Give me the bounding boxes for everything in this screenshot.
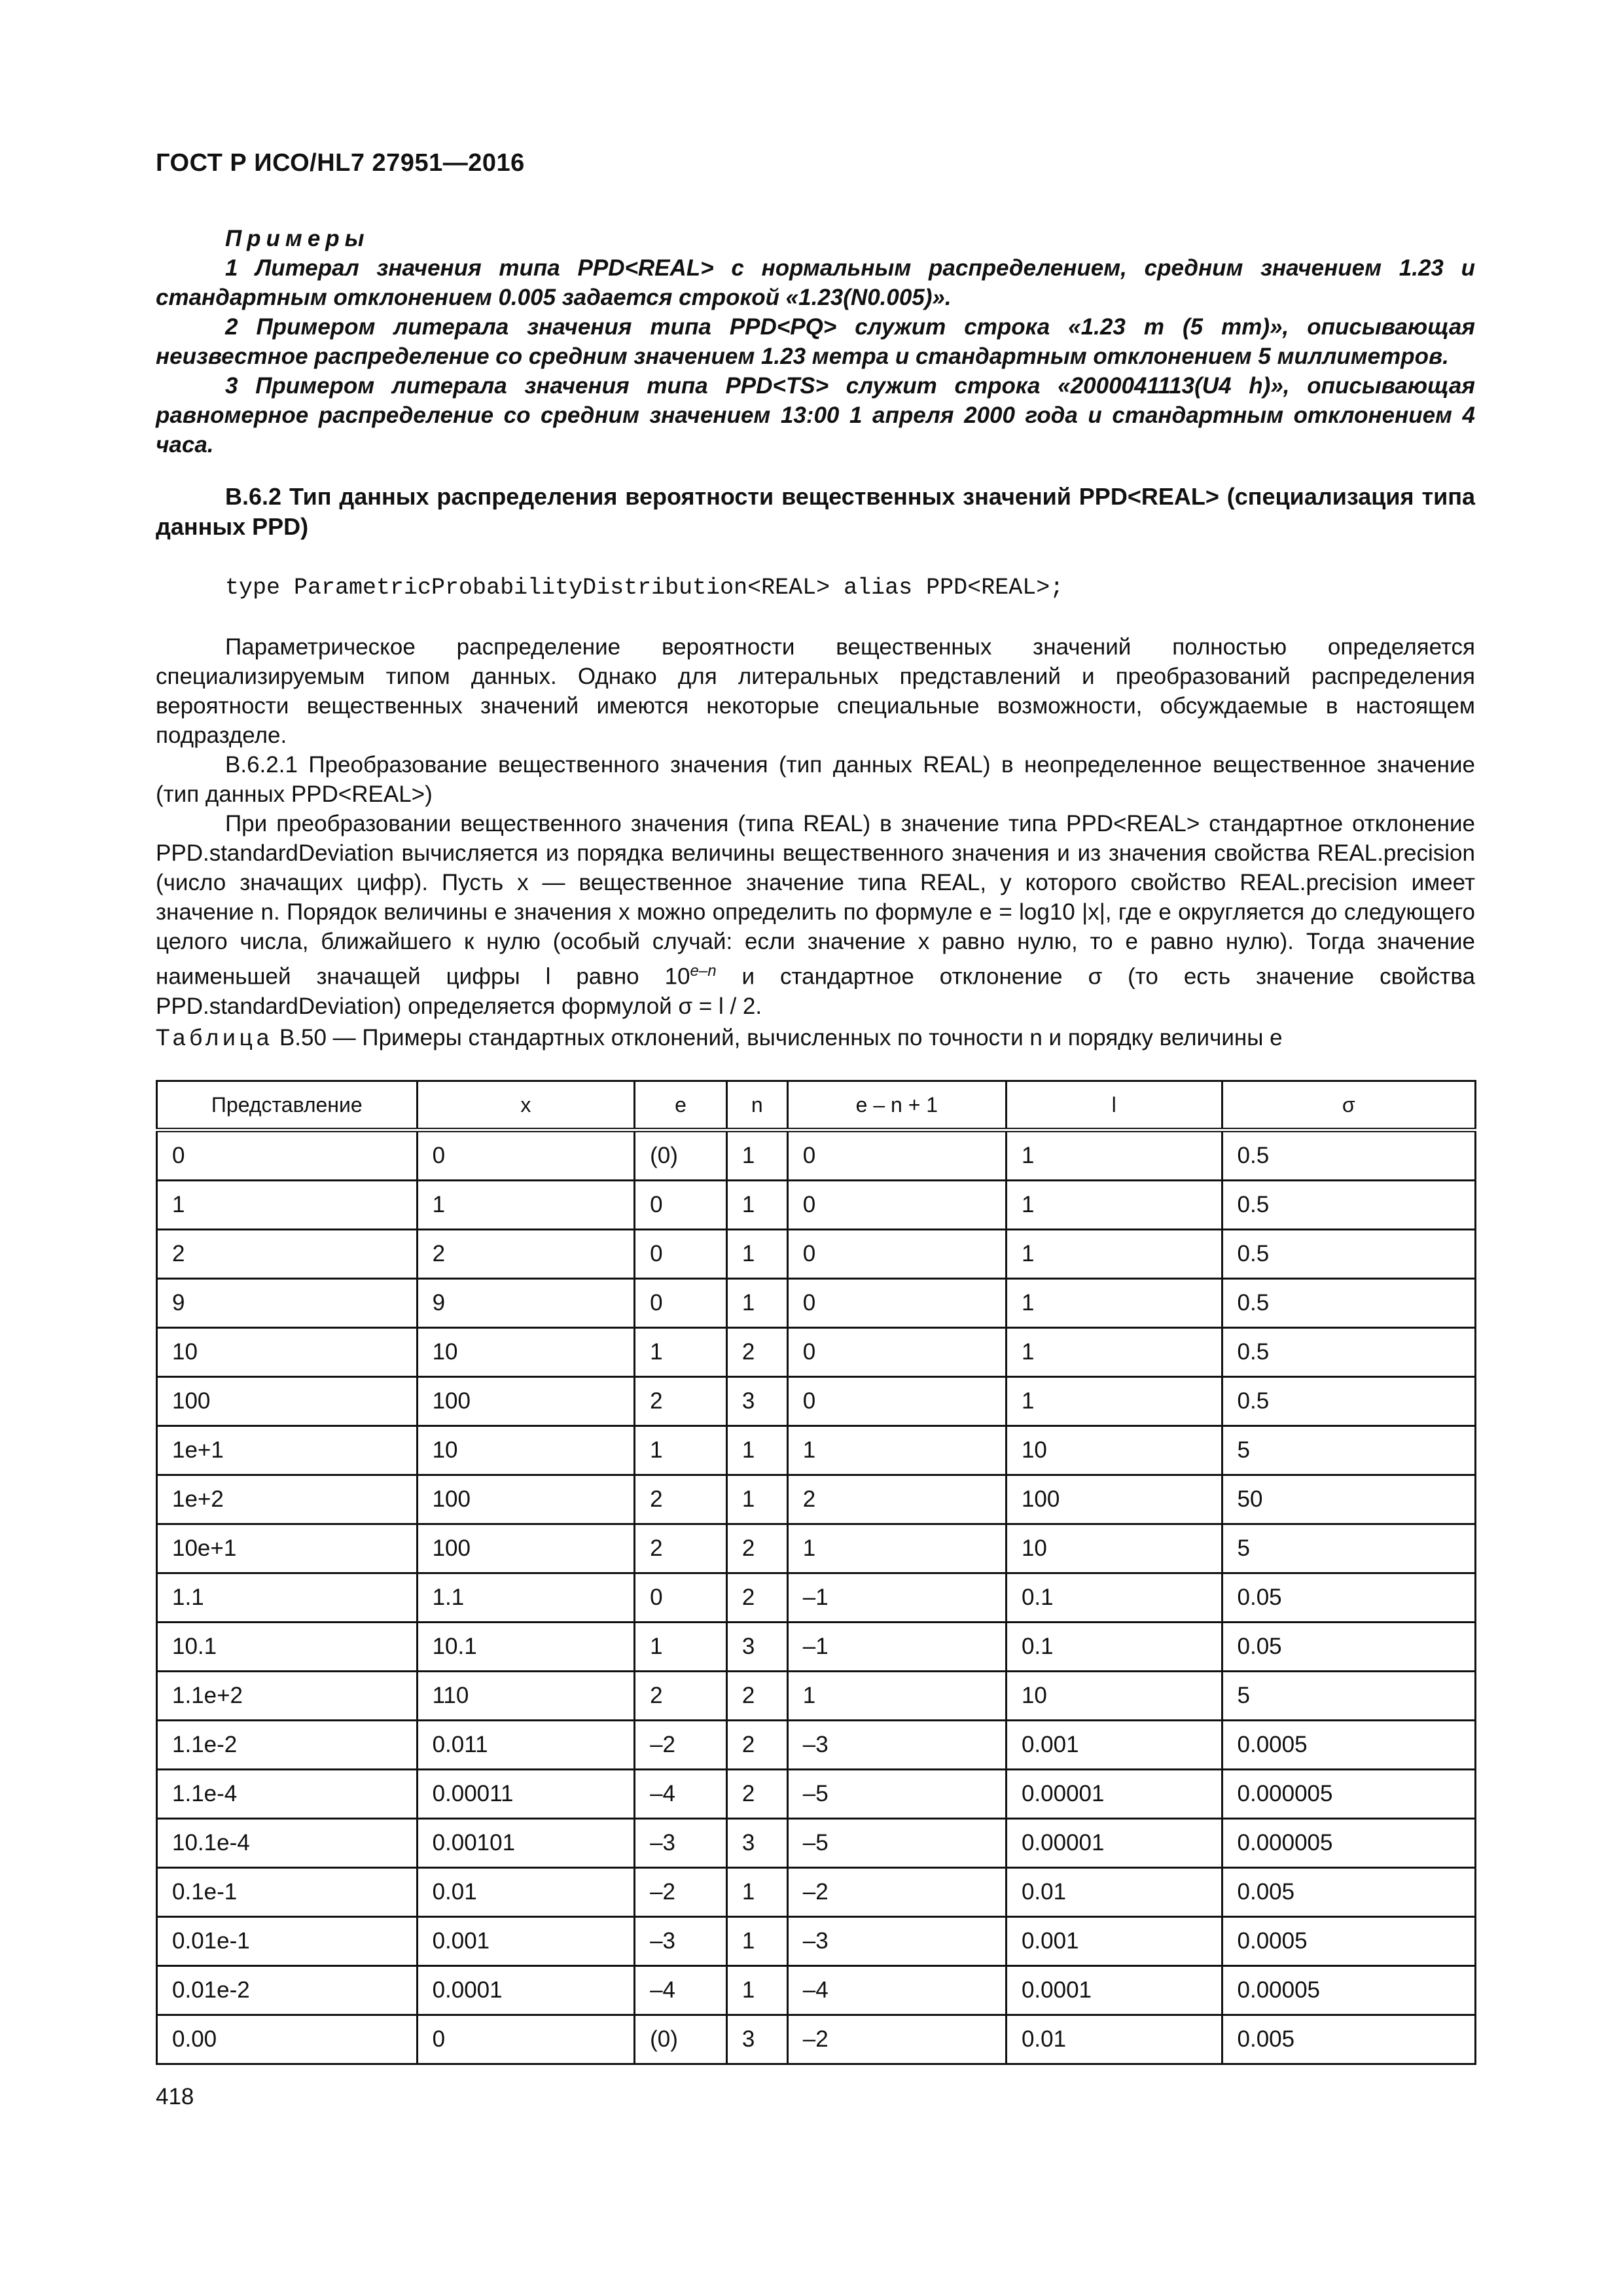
page-number: 418 [156,2084,194,2109]
table-cell: 0 [635,1573,727,1623]
table-cell: 0 [157,1130,418,1181]
table-cell: 2 [726,1672,787,1721]
body-text [156,632,1475,1021]
table-cell: 0.000005 [1222,1770,1476,1819]
table-row [157,1279,1476,1328]
table-row [157,1230,1476,1279]
table-row [157,1819,1476,1868]
table-header-row [157,1081,1476,1130]
table-cell: 0.00011 [417,1770,635,1819]
table-cell: 2 [635,1475,727,1524]
table-cell: –4 [635,1770,727,1819]
table-cell: 2 [726,1770,787,1819]
table-cell: 0.0001 [417,1966,635,2015]
table-cell: 0.1 [1006,1573,1222,1623]
table-cell: 9 [157,1279,418,1328]
table-cell: 1 [1006,1279,1222,1328]
paragraph-1: Параметрическое распределение вероятности вещественных значений полностью определяется специализируемым типом данных. Однако для литеральных представлений и преобразований распределения вероятности вещественных значений имеются некоторые специальные возможности, обсуждаемые в настоящем подразделе. [156,634,1475,748]
table-cell: 100 [1006,1475,1222,1524]
table-row [157,1377,1476,1426]
column-header: e – n + 1 [787,1081,1006,1130]
table-cell: 100 [417,1524,635,1573]
table-caption-text: B.50 — Примеры стандартных отклонений, вычисленных по точности n и порядку величины e [273,1025,1283,1050]
table-cell: –5 [787,1819,1006,1868]
table-cell: 1 [726,1475,787,1524]
table-cell: 100 [417,1475,635,1524]
table-cell: 0.0005 [1222,1917,1476,1966]
table-cell: 10 [417,1328,635,1377]
table-cell: 1 [726,1917,787,1966]
table-cell: 50 [1222,1475,1476,1524]
table-cell: –5 [787,1770,1006,1819]
table-row [157,1966,1476,2015]
table-cell: 2 [726,1721,787,1770]
table-row [157,1328,1476,1377]
table-cell: 10 [1006,1426,1222,1475]
table-cell: 9 [417,1279,635,1328]
table-cell: 2 [635,1524,727,1573]
table-cell: 0 [417,1130,635,1181]
table-cell: 0.01 [417,1868,635,1917]
examples-title: Примеры [225,226,370,251]
column-header: n [726,1081,787,1130]
table-row [157,1573,1476,1623]
column-header: x [417,1081,635,1130]
table-cell: 0.1e-1 [157,1868,418,1917]
table-cell: 3 [726,1377,787,1426]
table-row [157,1672,1476,1721]
table-cell: 5 [1222,1524,1476,1573]
column-header: Представление [157,1081,418,1130]
table-cell: –1 [787,1623,1006,1672]
table-cell: 0.001 [1006,1917,1222,1966]
table-cell: (0) [635,1130,727,1181]
table-cell: 10 [1006,1672,1222,1721]
table-cell: 10 [1006,1524,1222,1573]
table-cell: 0.5 [1222,1279,1476,1328]
table-cell: 0.001 [1006,1721,1222,1770]
table-cell: –4 [635,1966,727,2015]
table-cell: 1e+2 [157,1475,418,1524]
table-cell: 2 [726,1573,787,1623]
table-cell: 0 [787,1279,1006,1328]
table-cell: 10 [417,1426,635,1475]
table-cell: –4 [787,1966,1006,2015]
table-cell: 5 [1222,1426,1476,1475]
paragraph-2: B.6.2.1 Преобразование вещественного значения (тип данных REAL) в неопределенное вещественное значение (тип данных PPD<REAL>) [156,752,1475,807]
code-line: type ParametricProbabilityDistribution<REAL> alias PPD<REAL>; [225,575,1064,601]
table-cell: 0.0001 [1006,1966,1222,2015]
table-row [157,1917,1476,1966]
table-row [157,1181,1476,1230]
table-cell: 0.011 [417,1721,635,1770]
table-cell: 2 [726,1328,787,1377]
table-cell: 1 [787,1426,1006,1475]
paragraph-3 [156,809,1475,1021]
column-header: e [635,1081,727,1130]
table-cell: 0.005 [1222,2015,1476,2064]
column-header: l [1006,1081,1222,1130]
table-row [157,1623,1476,1672]
table-cell: 2 [417,1230,635,1279]
table-cell: 2 [726,1524,787,1573]
table-cell: 1 [726,1130,787,1181]
table-cell: 2 [635,1377,727,1426]
table-cell: 3 [726,1623,787,1672]
table-cell: 0.001 [417,1917,635,1966]
data-table [156,1080,1476,2065]
table-cell: 0.01e-2 [157,1966,418,2015]
table-cell: 10.1 [157,1623,418,1672]
table-cell: –1 [787,1573,1006,1623]
example-item-3: 3 Примером литерала значения типа PPD<TS> служит строка «2000041113(U4 h)», описывающая равномерное распределение со средним значением 13:00 1 апреля 2000 года и стандартным отклонением 4 часа. [156,373,1475,457]
table-row [157,1475,1476,1524]
table-cell: (0) [635,2015,727,2064]
table-cell: 0.5 [1222,1230,1476,1279]
table-cell: 0.000005 [1222,1819,1476,1868]
table-cell: 0.00 [157,2015,418,2064]
example-item-2: 2 Примером литерала значения типа PPD<PQ> служит строка «1.23 m (5 mm)», описывающая неизвестное распределение со средним значением 1.23 метра и стандартным отклонением 5 миллиметров. [156,314,1475,369]
table-cell: 1.1e-2 [157,1721,418,1770]
table-cell: 1.1 [417,1573,635,1623]
table-cell: 0.0005 [1222,1721,1476,1770]
table-cell: 1 [1006,1328,1222,1377]
table-cell: 1.1 [157,1573,418,1623]
table-cell: –3 [787,1917,1006,1966]
table-cell: 0.1 [1006,1623,1222,1672]
table-cell: 1 [635,1623,727,1672]
table-cell: 10.1 [417,1623,635,1672]
table-cell: 1.1e-4 [157,1770,418,1819]
table-cell: 0 [417,2015,635,2064]
table-cell: –2 [635,1868,727,1917]
table-cell: 5 [1222,1672,1476,1721]
table-body [157,1130,1476,2064]
document-header: ГОСТ Р ИСО/HL7 27951—2016 [156,149,525,177]
table-cell: 3 [726,2015,787,2064]
table-cell: 1 [157,1181,418,1230]
table-cell: 1 [726,1279,787,1328]
table-cell: 10.1e-4 [157,1819,418,1868]
table-cell: –3 [635,1819,727,1868]
table-cell: 0.5 [1222,1130,1476,1181]
table-cell: 0.05 [1222,1573,1476,1623]
example-item-1: 1 Литерал значения типа PPD<REAL> с нормальным распределением, средним значением 1.23 и стандартным отклонением 0.005 задается строкой «1.23(N0.005)». [156,255,1475,310]
table-cell: 0.00005 [1222,1966,1476,2015]
table-cell: 0 [635,1279,727,1328]
table-caption [156,1025,1283,1051]
table-row [157,1770,1476,1819]
table-cell: 0.05 [1222,1623,1476,1672]
table-row [157,1721,1476,1770]
table-cell: 1 [726,1868,787,1917]
table-cell: 10 [157,1328,418,1377]
table-cell: 1 [726,1181,787,1230]
column-header: σ [1222,1081,1476,1130]
table-cell: 1 [1006,1230,1222,1279]
table-cell: 0.01e-1 [157,1917,418,1966]
table-cell: –2 [787,2015,1006,2064]
table-cell: 0 [787,1181,1006,1230]
table-cell: 3 [726,1819,787,1868]
section-title: B.6.2 Тип данных распределения вероятности вещественных значений PPD<REAL> (специализация типа данных PPD) [156,483,1475,540]
table-cell: 110 [417,1672,635,1721]
table-cell: 1 [787,1672,1006,1721]
table-row [157,1130,1476,1181]
table-cell: 100 [417,1377,635,1426]
table-cell: 0.01 [1006,1868,1222,1917]
table-cell: –2 [787,1868,1006,1917]
table-cell: 1 [726,1426,787,1475]
table-cell: 0 [635,1181,727,1230]
table-cell: 0 [787,1328,1006,1377]
paragraph-3-part-1: При преобразовании вещественного значения (типа REAL) в значение типа PPD<REAL> стандартное отклонение PPD.standardDeviation вычисляется из порядка величины вещественного значения и из значения свойства REAL.precision (число значащих цифр). Пусть x — вещественное значение типа REAL, у которого свойство REAL.precision имеет значение n. Порядок величины e значения x можно определить по формуле e = log10 |x|, где e округляется до следующего целого числа, ближайшего к нулю (особый случай: если значение x равно нулю, то e равно нулю). Тогда значение наименьшей значащей цифры l равно 10 [156,811,1475,990]
paragraph-3-part-2: и стандартное отклонение σ (то есть значение свойства PPD.standardDeviation) определяется формулой σ = l / 2. [156,963,1475,1019]
table-row [157,1524,1476,1573]
table-cell: 1 [1006,1130,1222,1181]
table-cell: 0 [787,1377,1006,1426]
table-cell: –3 [635,1917,727,1966]
table-cell: 1 [635,1426,727,1475]
table-caption-label: Таблица [156,1025,274,1050]
table-row [157,1868,1476,1917]
table-cell: 2 [635,1672,727,1721]
table-cell: 1 [726,1230,787,1279]
table-row [157,1426,1476,1475]
table-cell: –2 [635,1721,727,1770]
table-cell: 0.005 [1222,1868,1476,1917]
table-cell: 0 [635,1230,727,1279]
table-cell: 1e+1 [157,1426,418,1475]
table-cell: 1 [1006,1181,1222,1230]
table-cell: 10e+1 [157,1524,418,1573]
table-cell: 1 [417,1181,635,1230]
table-row [157,2015,1476,2064]
table-cell: 100 [157,1377,418,1426]
table-cell: 1 [635,1328,727,1377]
table-cell: 0.5 [1222,1328,1476,1377]
table-cell: –3 [787,1721,1006,1770]
table-cell: 1 [726,1966,787,2015]
table-cell: 2 [157,1230,418,1279]
table-cell: 1 [1006,1377,1222,1426]
table-cell: 2 [787,1475,1006,1524]
table-cell: 0.01 [1006,2015,1222,2064]
table-cell: 1.1e+2 [157,1672,418,1721]
table-cell: 1 [787,1524,1006,1573]
table-cell: 0.00001 [1006,1819,1222,1868]
table-cell: 0.00101 [417,1819,635,1868]
table-cell: 0.5 [1222,1181,1476,1230]
exponent: e–n [690,962,717,980]
table-cell: 0 [787,1230,1006,1279]
table-cell: 0.00001 [1006,1770,1222,1819]
table-cell: 0.5 [1222,1377,1476,1426]
examples-block [156,224,1475,459]
table-cell: 0 [787,1130,1006,1181]
